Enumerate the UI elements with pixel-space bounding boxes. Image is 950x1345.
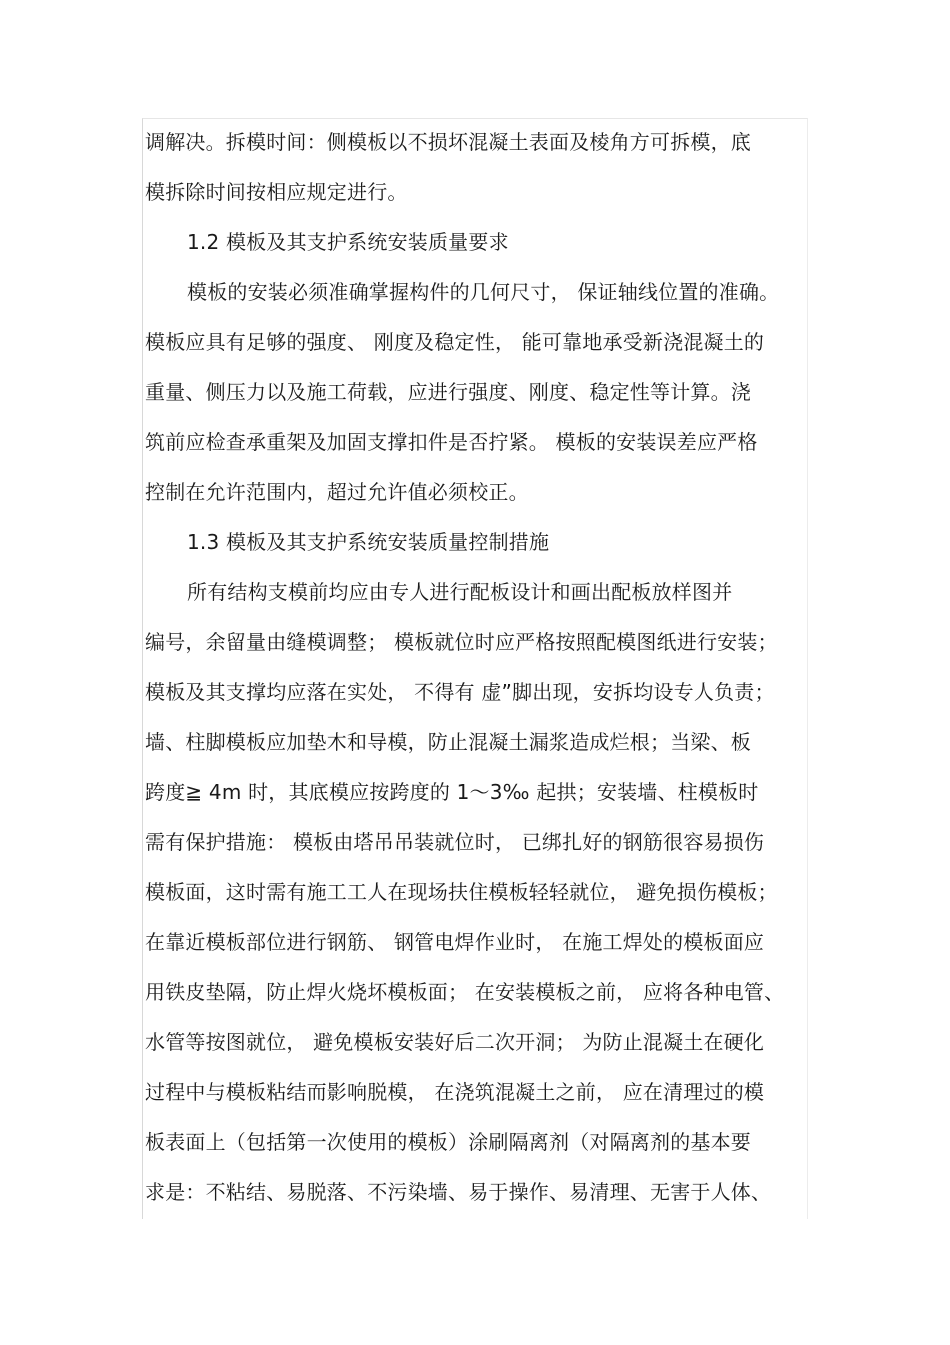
text-line: 模板及其支撑均应落在实处， 不得有 虚”脚出现，安拆均设专人负责； [145, 680, 775, 704]
text-line: 水管等按图就位， 避免模板安装好后二次开洞； 为防止混凝土在硬化 [145, 1030, 765, 1054]
text-line: 板表面上（包括第一次使用的模板）涂刷隔离剂（对隔离剂的基本要 [145, 1130, 751, 1154]
text-line: 需有保护措施： 模板由塔吊吊装就位时， 已绑扎好的钢筋很容易损伤 [145, 830, 765, 854]
text-line: 调解决。拆模时间：侧模板以不损坏混凝土表面及棱角方可拆模，底 [145, 130, 751, 154]
text-line: 模板面，这时需有施工工人在现场扶住模板轻轻就位， 避免损伤模板； [145, 880, 778, 904]
text-line: 重量、侧压力以及施工荷载，应进行强度、刚度、稳定性等计算。浇 [145, 380, 751, 404]
section-heading-1-3: 1.3 模板及其支护系统安装质量控制措施 [187, 530, 550, 554]
section-heading-1-2: 1.2 模板及其支护系统安装质量要求 [187, 230, 509, 254]
text-line: 所有结构支模前均应由专人进行配板设计和画出配板放样图并 [187, 580, 733, 604]
text-line: 控制在允许范围内，超过允许值必须校正。 [145, 480, 529, 504]
text-line: 编号，余留量由缝模调整； 模板就位时应严格按照配模图纸进行安装； [145, 630, 778, 654]
text-line: 筑前应检查承重架及加固支撑扣件是否拧紧。 模板的安装误差应严格 [145, 430, 758, 454]
text-line: 跨度≧ 4m 时，其底模应按跨度的 1～3‰ 起拱；安装墙、柱模板时 [145, 780, 759, 804]
text-line: 模板的安装必须准确掌握构件的几何尺寸， 保证轴线位置的准确。 [187, 280, 780, 304]
text-line: 用铁皮垫隔，防止焊火烧坏模板面； 在安装模板之前， 应将各种电管、 [145, 980, 785, 1004]
text-line: 过程中与模板粘结而影响脱模， 在浇筑混凝土之前， 应在清理过的模 [145, 1080, 765, 1104]
text-line: 求是：不粘结、易脱落、不污染墙、易于操作、易清理、无害于人体、 [145, 1180, 772, 1204]
text-line: 模拆除时间按相应规定进行。 [145, 180, 408, 204]
text-line: 在靠近模板部位进行钢筋、 钢管电焊作业时， 在施工焊处的模板面应 [145, 930, 765, 954]
text-line: 墙、柱脚模板应加垫木和导模，防止混凝土漏浆造成烂根；当梁、板 [145, 730, 751, 754]
text-line: 模板应具有足够的强度、 刚度及稳定性， 能可靠地承受新浇混凝土的 [145, 330, 765, 354]
